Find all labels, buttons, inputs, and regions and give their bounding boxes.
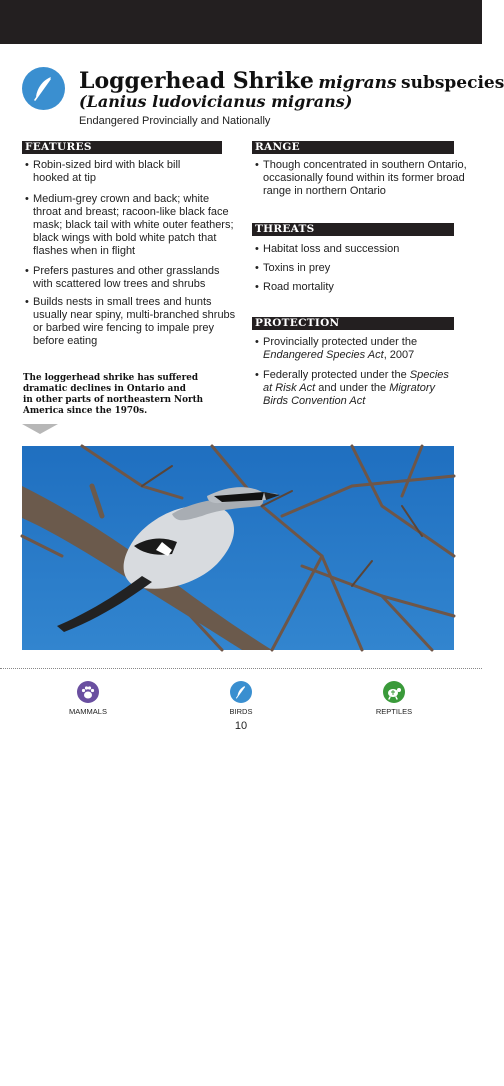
nav-label: REPTILES (375, 707, 413, 716)
threats-heading: THREATS (252, 223, 454, 236)
status-text: Endangered Provincially and Nationally (79, 115, 271, 127)
subspecies-word: subspecies (401, 73, 504, 93)
threats-item: • Road mortality (255, 281, 334, 293)
species-name: Loggerhead Shrike (79, 68, 314, 94)
caption-pointer (22, 424, 58, 434)
nav-reptiles[interactable] (354, 681, 434, 716)
feather-icon (22, 67, 65, 110)
nav-mammals[interactable] (48, 681, 128, 716)
range-item: • Though concentrated in southern Ontario, occasionally found within its former broad range in northern Ontario (255, 159, 467, 197)
photo-caption: The loggerhead shrike has suffered dramatic declines in Ontario and in other parts of northeastern North America since the 1970s. (23, 373, 204, 416)
turtle-icon (383, 681, 405, 703)
footer-divider (0, 668, 482, 669)
features-item: • Prefers pastures and other grasslands with scattered low trees and shrubs (25, 265, 220, 290)
threats-item: • Habitat loss and succession (255, 243, 400, 255)
photo-credit: Laurie L Snidow/Shutterstock (24, 969, 34, 1086)
features-heading: FEATURES (22, 141, 222, 154)
threats-item: • Toxins in prey (255, 262, 331, 274)
feather-icon (230, 681, 252, 703)
range-heading: RANGE (252, 141, 454, 154)
paw-icon (77, 681, 99, 703)
top-bar (0, 0, 482, 44)
page-number: 10 (234, 720, 248, 732)
protection-item: • Federally protected under the Species at Risk Act and under the Migratory Birds Convention Act (255, 369, 449, 407)
protection-heading: PROTECTION (252, 317, 454, 330)
nav-label: MAMMALS (69, 707, 107, 716)
latin-name: (Lanius ludovicianus migrans) (79, 92, 353, 111)
protection-item: • Provincially protected under the Endangered Species Act, 2007 (255, 336, 418, 361)
features-item: • Medium-grey crown and back; white throat and breast; racoon-like black face mask; black tail with white outer feathers; black wings with bold white patch that flashes when in flight (25, 193, 234, 257)
features-item: • Robin-sized bird with black bill hooked at tip (25, 159, 181, 184)
features-item: • Builds nests in small trees and hunts usually near spiny, multi-branched shrubs or barbed wire fencing to impale prey before eating (25, 296, 236, 347)
nav-birds[interactable] (201, 681, 281, 716)
subspecies-name: migrans (318, 73, 397, 93)
nav-label: BIRDS (229, 707, 253, 716)
